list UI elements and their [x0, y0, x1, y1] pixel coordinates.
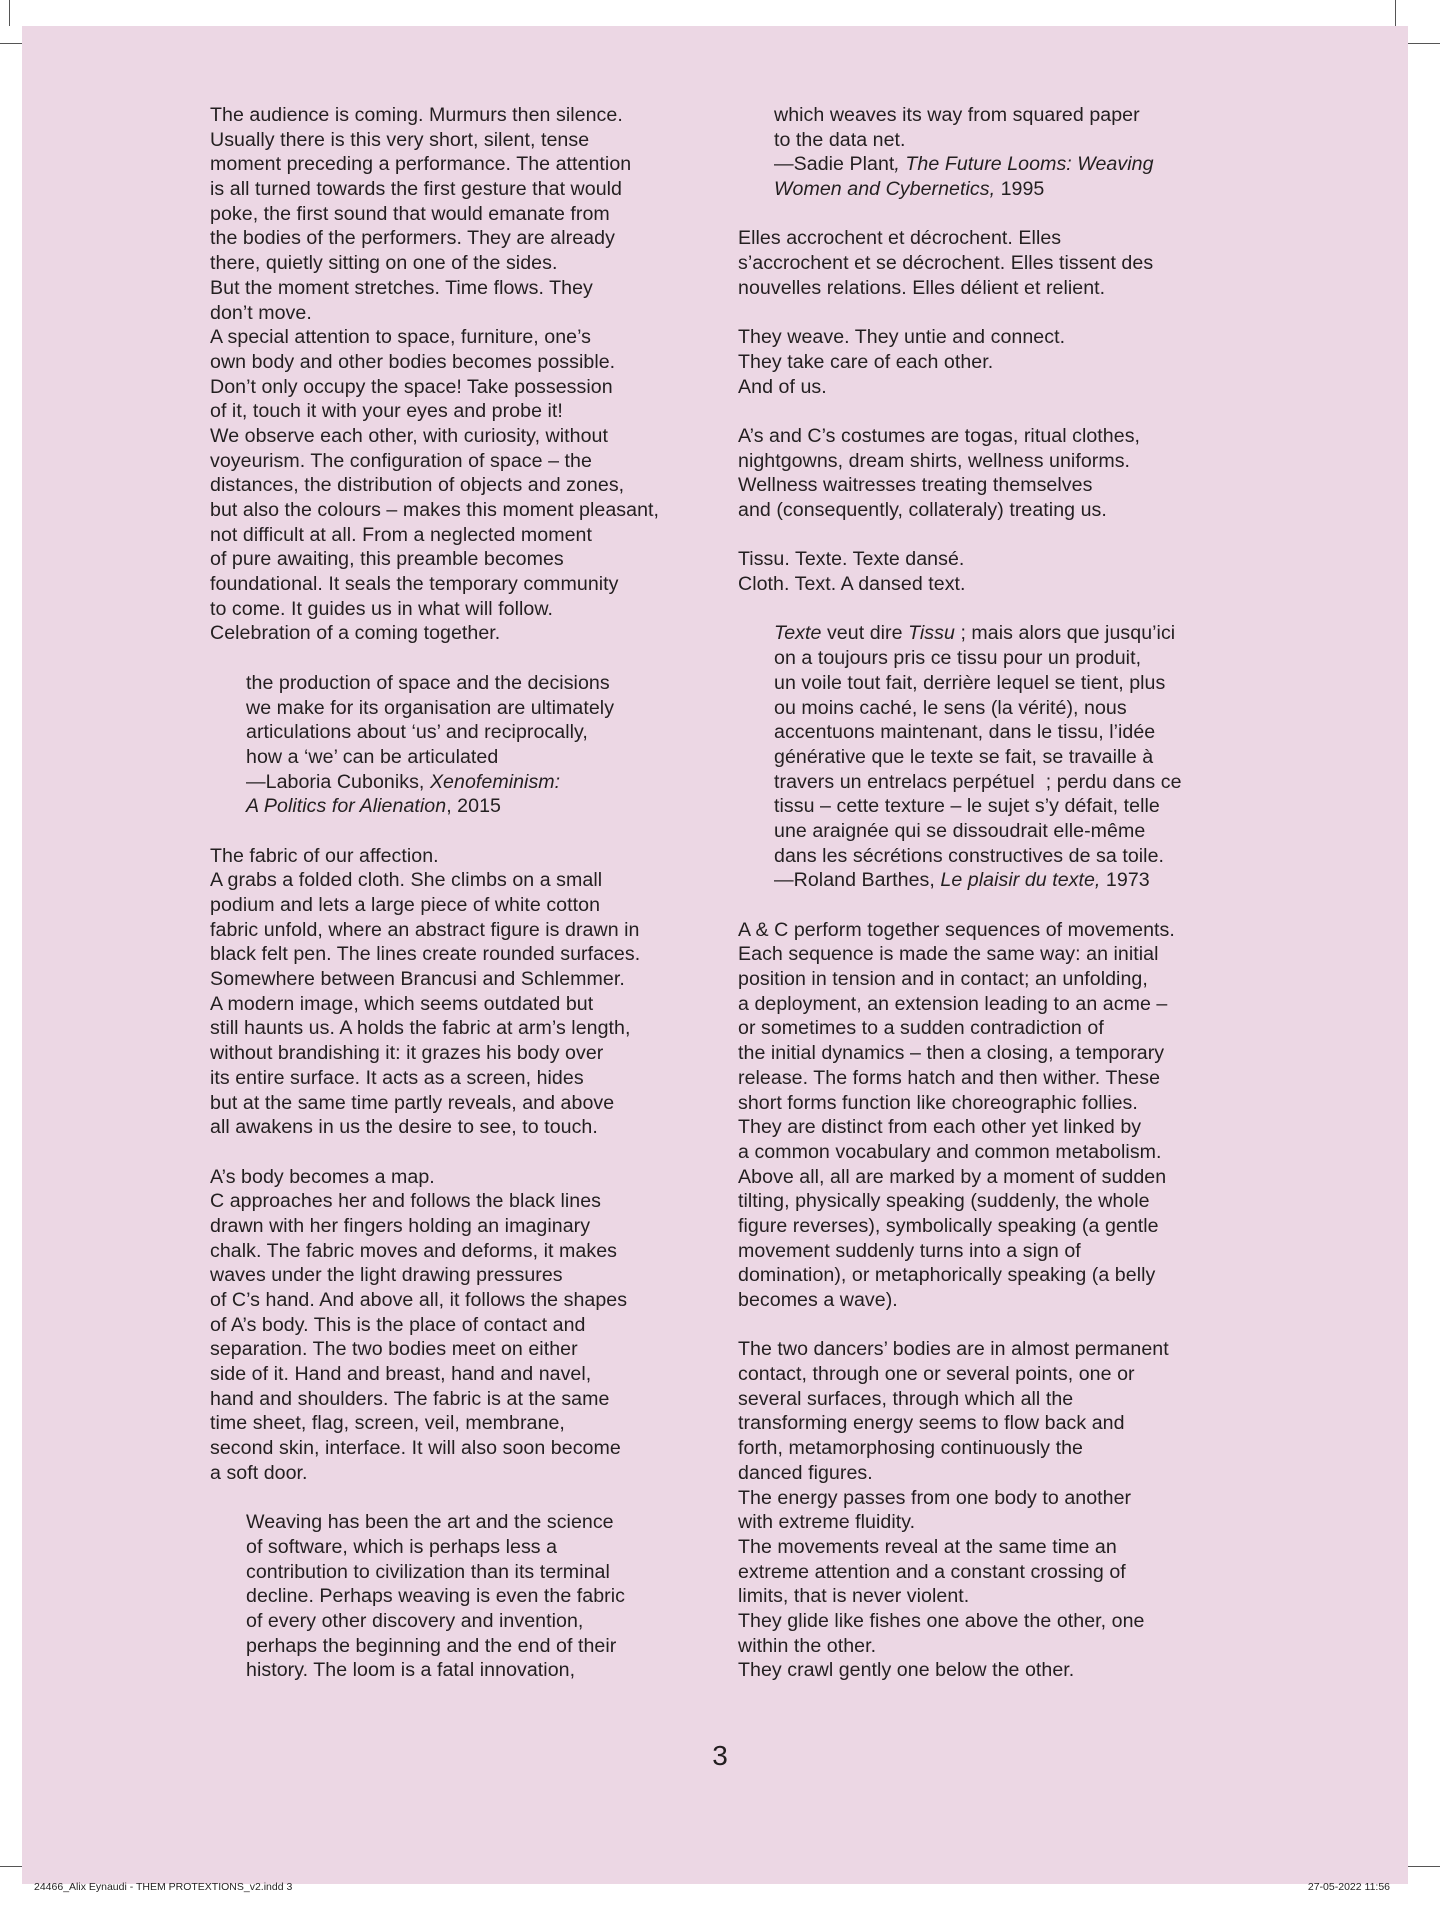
text-run: still haunts us. A holds the fabric at arm’s length,: [210, 1017, 631, 1040]
text-line: [210, 1091, 710, 1116]
text-run: a common vocabulary and common metabolism.: [738, 1140, 1162, 1163]
italic-text: Women and Cybernetics,: [774, 178, 996, 201]
text-line: [738, 1214, 1238, 1239]
text-run: We observe each other, with curiosity, without: [210, 424, 608, 447]
text-line: [210, 177, 710, 202]
text-run: podium and lets a large piece of white cotton: [210, 894, 601, 916]
text-run: within the other.: [738, 1634, 877, 1657]
right-column: [738, 103, 1238, 1683]
text-line: [210, 399, 710, 424]
text-line: [210, 967, 710, 992]
text-line: [210, 1189, 710, 1214]
quote-line: [210, 671, 710, 696]
text-run: limits, that is never violent.: [738, 1585, 970, 1608]
quote-line: [738, 696, 1238, 721]
text-run: forth, metamorphosing continuously the: [738, 1437, 1083, 1460]
text-run: veut dire: [821, 622, 909, 645]
text-run: on a toujours pris ce tissu pour un produit,: [774, 647, 1142, 670]
italic-text: Le plaisir du texte,: [940, 869, 1101, 892]
text-run: They take care of each other.: [738, 350, 994, 373]
text-line: [210, 1016, 710, 1041]
quote-line: [210, 745, 710, 770]
text-line: [210, 918, 710, 943]
text-run: drawn with her fingers holding an imaginary: [210, 1214, 591, 1237]
text-line: [210, 226, 710, 251]
text-line: [210, 868, 710, 893]
text-run: accentuons maintenant, dans le tissu, l’idée: [774, 721, 1156, 744]
text-run: Somewhere between Brancusi and Schlemmer.: [210, 968, 625, 991]
text-run: Don’t only occupy the space! Take possession: [210, 375, 613, 398]
quote-line: [210, 794, 710, 819]
paragraph-gap: [738, 523, 1238, 548]
text-run: position in tension and in contact; an unfolding,: [738, 968, 1148, 991]
text-run: s’accrochent et se décrochent. Elles tissent des: [738, 252, 1154, 275]
text-run: un voile tout fait, derrière lequel se tient, plus: [774, 671, 1166, 694]
text-line: [210, 1239, 710, 1264]
text-line: [210, 276, 710, 301]
text-line: [738, 1239, 1238, 1264]
quote-line: [210, 696, 710, 721]
text-line: [210, 1263, 710, 1288]
text-line: [210, 1165, 710, 1190]
text-run: figure reverses), symbolically speaking (a gentle: [738, 1214, 1159, 1237]
text-run: A modern image, which seems outdated but: [210, 992, 594, 1015]
quote-line: [210, 1634, 710, 1659]
text-run: Celebration of a coming together.: [210, 622, 501, 645]
text-run: not difficult at all. From a neglected moment: [210, 523, 592, 546]
text-line: [210, 992, 710, 1017]
text-run: ; mais alors que jusqu’ici: [954, 622, 1176, 645]
crop-mark-right-top: [1408, 43, 1440, 44]
text-line: [738, 1091, 1238, 1116]
text-line: [738, 1584, 1238, 1609]
text-line: [738, 350, 1238, 375]
text-run: of pure awaiting, this preamble becomes: [210, 548, 564, 571]
quote-line: [738, 770, 1238, 795]
text-run: own body and other bodies becomes possible.: [210, 350, 616, 373]
text-line: [738, 1535, 1238, 1560]
text-run: of every other discovery and invention,: [246, 1609, 584, 1632]
text-run: transforming energy seems to flow back and: [738, 1412, 1125, 1435]
text-run: A’s body becomes a map.: [210, 1165, 435, 1188]
text-line: [738, 1189, 1238, 1214]
quote-line: [210, 1560, 710, 1585]
text-run: voyeurism. The configuration of space – the: [210, 449, 592, 472]
text-run: don’t move.: [210, 301, 312, 324]
text-line: [738, 1066, 1238, 1091]
text-line: [738, 967, 1238, 992]
text-line: [210, 597, 710, 622]
text-run: hand and shoulders. The fabric is at the same: [210, 1387, 610, 1410]
text-run: or sometimes to a sudden contradiction of: [738, 1017, 1104, 1040]
text-run: A special attention to space, furniture, one’s: [210, 326, 591, 349]
text-run: is all turned towards the first gesture that would: [210, 178, 622, 201]
text-line: [738, 1016, 1238, 1041]
text-run: how a ‘we’ can be articulated: [246, 745, 499, 768]
paragraph-gap: [738, 1313, 1238, 1338]
text-line: [210, 942, 710, 967]
text-run: ou moins caché, le sens (la vérité), nous: [774, 696, 1127, 719]
slug-file-info: 24466_Alix Eynaudi - THEM PROTEXTIONS_v2.indd 3: [34, 1881, 293, 1893]
text-line: [210, 1041, 710, 1066]
text-line: [210, 1436, 710, 1461]
text-run: tissu – cette texture – le sujet s’y défait, telle: [774, 795, 1160, 818]
text-line: [738, 1486, 1238, 1511]
text-run: They glide like fishes one above the other, one: [738, 1609, 1145, 1632]
text-line: [738, 1634, 1238, 1659]
paragraph-gap: [210, 819, 710, 844]
text-line: [210, 251, 710, 276]
text-run: to come. It guides us in what will follow.: [210, 597, 553, 620]
text-run: moment preceding a performance. The attention: [210, 153, 632, 176]
page-number: 3: [712, 1740, 728, 1771]
text-line: [210, 1461, 710, 1486]
text-run: Tissu. Texte. Texte dansé.: [738, 548, 965, 571]
text-run: A grabs a folded cloth. She climbs on a small: [210, 869, 603, 892]
text-run: waves under the light drawing pressures: [210, 1264, 563, 1287]
text-run: the initial dynamics – then a closing, a temporary: [738, 1042, 1165, 1065]
text-line: [210, 449, 710, 474]
text-run: articulations about ‘us’ and reciprocally,: [246, 721, 588, 744]
quote-line: [738, 844, 1238, 869]
quote-line: [738, 720, 1238, 745]
text-run: The energy passes from one body to another: [738, 1486, 1132, 1509]
crop-mark-top-left: [9, 0, 10, 26]
italic-text: Texte: [774, 622, 822, 645]
text-run: of software, which is perhaps less a: [246, 1535, 558, 1558]
quote-line: [738, 868, 1238, 893]
text-line: [738, 251, 1238, 276]
text-run: perhaps the beginning and the end of their: [246, 1634, 617, 1657]
text-line: [210, 498, 710, 523]
text-run: dans les sécrétions constructives de sa toile.: [774, 844, 1165, 867]
text-run: with extreme fluidity.: [738, 1511, 916, 1534]
paragraph-gap: [738, 399, 1238, 424]
text-line: [210, 572, 710, 597]
text-line: [738, 1436, 1238, 1461]
text-line: [738, 424, 1238, 449]
italic-text: A Politics for Alienation: [246, 795, 447, 818]
text-run: danced figures.: [738, 1461, 873, 1484]
text-line: [738, 226, 1238, 251]
text-run: there, quietly sitting on one of the sides.: [210, 252, 558, 275]
quote-line: [210, 1658, 710, 1683]
text-line: [738, 1362, 1238, 1387]
text-run: une araignée qui se dissoudrait elle-même: [774, 819, 1146, 842]
quote-line: [210, 770, 710, 795]
quote-line: [738, 103, 1238, 128]
text-line: [738, 325, 1238, 350]
text-line: [738, 276, 1238, 301]
text-run: of A’s body. This is the place of contact and: [210, 1313, 586, 1336]
quote-line: [738, 819, 1238, 844]
text-run: distances, the distribution of objects and zones,: [210, 474, 625, 497]
text-line: [738, 1115, 1238, 1140]
text-run: They are distinct from each other yet linked by: [738, 1116, 1142, 1139]
text-line: [210, 893, 710, 918]
text-run: Each sequence is made the same way: an initial: [738, 943, 1159, 966]
text-run: nightgowns, dream shirts, wellness uniforms.: [738, 449, 1131, 472]
text-line: [738, 1387, 1238, 1412]
text-run: but also the colours – makes this moment pleasant,: [210, 499, 660, 521]
crop-mark-top-right: [1395, 0, 1396, 26]
text-line: [738, 1510, 1238, 1535]
text-run: release. The forms hatch and then wither. These: [738, 1066, 1161, 1089]
crop-mark-left-bottom: [0, 1866, 22, 1867]
text-line: [738, 572, 1238, 597]
text-run: Weaving has been the art and the science: [246, 1511, 614, 1534]
text-run: The movements reveal at the same time an: [738, 1535, 1117, 1558]
text-run: contribution to civilization than its terminal: [246, 1560, 610, 1583]
text-run: the bodies of the performers. They are already: [210, 227, 615, 250]
text-run: poke, the first sound that would emanate from: [210, 202, 610, 225]
quote-line: [738, 177, 1238, 202]
text-run: second skin, interface. It will also soon become: [210, 1437, 621, 1460]
text-run: separation. The two bodies meet on either: [210, 1338, 578, 1361]
text-run: nouvelles relations. Elles délient et relient.: [738, 276, 1106, 299]
text-line: [738, 1140, 1238, 1165]
text-run: —Sadie Plant: [774, 153, 895, 176]
text-run: its entire surface. It acts as a screen, hides: [210, 1066, 584, 1089]
text-line: [210, 103, 710, 128]
text-run: Usually there is this very short, silent, tense: [210, 128, 590, 151]
paragraph-gap: [210, 1486, 710, 1511]
text-run: A’s and C’s costumes are togas, ritual clothes,: [738, 424, 1141, 447]
text-run: 1995: [995, 178, 1045, 201]
text-line: [210, 152, 710, 177]
text-run: time sheet, flag, screen, veil, membrane,: [210, 1412, 565, 1435]
text-line: [210, 301, 710, 326]
text-line: [210, 375, 710, 400]
text-run: all awakens in us the desire to see, to touch.: [210, 1116, 598, 1139]
quote-line: [210, 1535, 710, 1560]
text-run: extreme attention and a constant crossing of: [738, 1560, 1126, 1583]
text-line: [210, 621, 710, 646]
text-line: [210, 325, 710, 350]
paragraph-gap: [210, 1140, 710, 1165]
text-run: Cloth. Text. A dansed text.: [738, 573, 966, 596]
text-run: a soft door.: [210, 1461, 308, 1484]
text-line: [210, 1362, 710, 1387]
text-run: The audience is coming. Murmurs then silence.: [210, 104, 623, 126]
italic-text: Xenofeminism:: [429, 770, 561, 793]
text-line: [738, 1658, 1238, 1683]
text-run: 1973: [1100, 869, 1150, 892]
crop-mark-right-bottom: [1408, 1866, 1440, 1867]
text-run: —Roland Barthes,: [774, 869, 941, 892]
paragraph-gap: [738, 597, 1238, 622]
text-line: [738, 1041, 1238, 1066]
italic-text: Tissu: [908, 622, 955, 645]
text-line: [738, 498, 1238, 523]
text-line: [210, 547, 710, 572]
text-run: tilting, physically speaking (suddenly, the whole: [738, 1190, 1150, 1213]
text-line: [210, 424, 710, 449]
text-line: [738, 547, 1238, 572]
text-line: [210, 1066, 710, 1091]
text-line: [738, 1609, 1238, 1634]
text-run: but at the same time partly reveals, and above: [210, 1091, 615, 1114]
text-run: several surfaces, through which all the: [738, 1387, 1074, 1410]
text-run: domination), or metaphorically speaking (a belly: [738, 1264, 1156, 1287]
text-line: [738, 1263, 1238, 1288]
text-run: Elles accrochent et décrochent. Elles: [738, 227, 1062, 250]
text-run: travers un entrelacs perpétuel ; perdu dans ce: [774, 770, 1182, 793]
italic-text: , The Future Looms: Weaving: [894, 153, 1154, 176]
text-line: [210, 1411, 710, 1436]
quote-line: [210, 1510, 710, 1535]
text-run: and (consequently, collateraly) treating us.: [738, 499, 1107, 521]
paragraph-gap: [738, 202, 1238, 227]
text-run: which weaves its way from squared paper: [774, 104, 1140, 126]
quote-line: [738, 152, 1238, 177]
text-line: [210, 1313, 710, 1338]
text-run: contact, through one or several points, one or: [738, 1363, 1135, 1386]
text-line: [210, 1387, 710, 1412]
text-run: They weave. They untie and connect.: [738, 326, 1066, 349]
text-run: of C’s hand. And above all, it follows the shapes: [210, 1289, 628, 1311]
quote-line: [210, 1609, 710, 1634]
text-line: [210, 1288, 710, 1313]
text-run: black felt pen. The lines create rounded surfaces.: [210, 943, 641, 966]
text-line: [738, 918, 1238, 943]
text-run: of it, touch it with your eyes and probe it!: [210, 400, 563, 423]
text-run: , 2015: [446, 795, 501, 818]
text-run: short forms function like choreographic follies.: [738, 1091, 1138, 1114]
text-line: [738, 473, 1238, 498]
text-line: [210, 844, 710, 869]
text-line: [210, 128, 710, 153]
text-line: [738, 1288, 1238, 1313]
text-run: A & C perform together sequences of movements.: [738, 918, 1175, 941]
text-line: [738, 1165, 1238, 1190]
text-run: the production of space and the decisions: [246, 671, 610, 694]
text-run: history. The loom is a fatal innovation,: [246, 1659, 576, 1682]
text-line: [738, 375, 1238, 400]
quote-line: [210, 720, 710, 745]
text-run: The fabric of our affection.: [210, 844, 439, 867]
text-line: [738, 992, 1238, 1017]
slug-date-time: 27-05-2022 11:56: [1307, 1881, 1390, 1893]
text-run: fabric unfold, where an abstract figure is drawn in: [210, 918, 640, 941]
text-line: [210, 473, 710, 498]
quote-line: [738, 745, 1238, 770]
text-run: chalk. The fabric moves and deforms, it makes: [210, 1239, 617, 1262]
text-line: [738, 1560, 1238, 1585]
text-run: side of it. Hand and breast, hand and navel,: [210, 1363, 592, 1386]
text-run: a deployment, an extension leading to an acme –: [738, 992, 1168, 1015]
text-line: [210, 1214, 710, 1239]
text-run: générative que le texte se fait, se travaille à: [774, 745, 1154, 768]
text-line: [210, 1115, 710, 1140]
text-run: we make for its organisation are ultimately: [246, 696, 615, 719]
text-run: Above all, all are marked by a moment of sudden: [738, 1165, 1167, 1188]
quote-line: [738, 671, 1238, 696]
text-line: [210, 1337, 710, 1362]
text-line: [738, 449, 1238, 474]
text-run: without brandishing it: it grazes his body over: [210, 1042, 604, 1065]
text-run: movement suddenly turns into a sign of: [738, 1239, 1081, 1262]
text-run: The two dancers’ bodies are in almost permanent: [738, 1338, 1169, 1361]
text-run: Wellness waitresses treating themselves: [738, 474, 1093, 497]
quote-line: [738, 128, 1238, 153]
text-run: foundational. It seals the temporary community: [210, 573, 619, 596]
quote-line: [738, 621, 1238, 646]
left-column: [210, 103, 710, 1683]
crop-mark-left-top: [0, 43, 22, 44]
quote-line: [210, 1584, 710, 1609]
text-line: [738, 1337, 1238, 1362]
text-run: to the data net.: [774, 128, 906, 151]
quote-line: [738, 646, 1238, 671]
text-run: becomes a wave).: [738, 1289, 898, 1311]
text-run: They crawl gently one below the other.: [738, 1659, 1075, 1682]
text-line: [738, 942, 1238, 967]
text-line: [210, 350, 710, 375]
paragraph-gap: [738, 893, 1238, 918]
text-run: decline. Perhaps weaving is even the fabric: [246, 1585, 626, 1608]
paragraph-gap: [738, 301, 1238, 326]
text-run: And of us.: [738, 375, 827, 398]
text-run: —Laboria Cuboniks,: [246, 770, 430, 793]
text-line: [210, 202, 710, 227]
paragraph-gap: [210, 646, 710, 671]
text-run: But the moment stretches. Time flows. They: [210, 276, 593, 299]
text-line: [738, 1411, 1238, 1436]
quote-line: [738, 794, 1238, 819]
text-line: [738, 1461, 1238, 1486]
text-line: [210, 523, 710, 548]
text-run: C approaches her and follows the black lines: [210, 1190, 602, 1213]
